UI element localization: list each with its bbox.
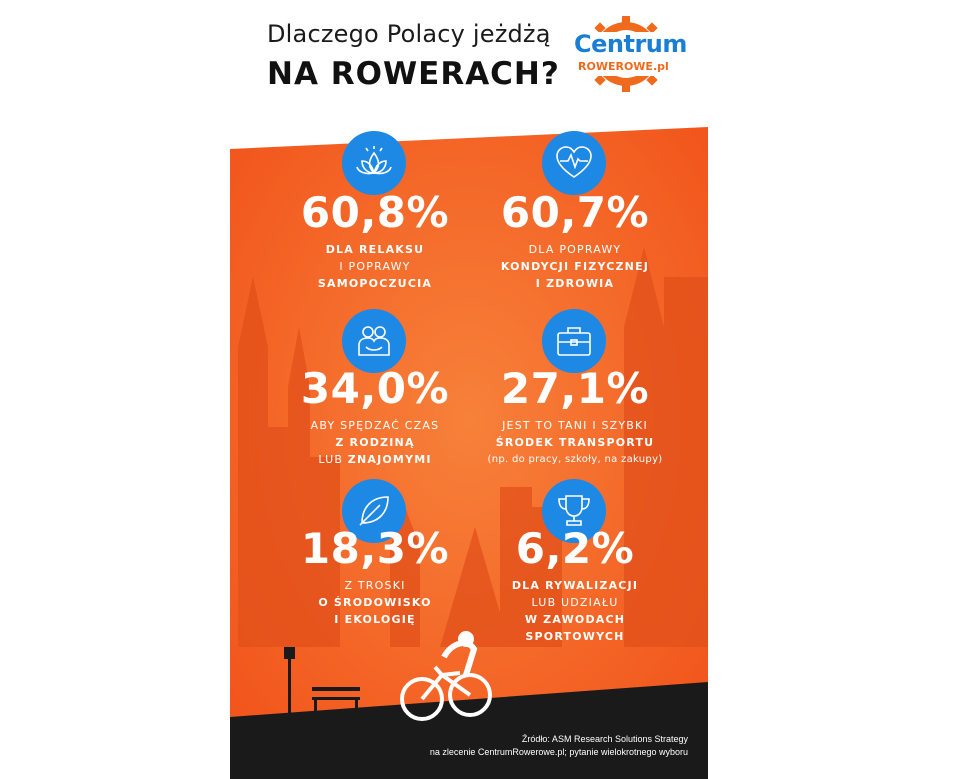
stat-line: I ZDROWIA <box>535 277 615 290</box>
stat-line: I EKOLOGIĘ <box>334 613 416 626</box>
stat-line-emph: ZNAJOMYMI <box>347 453 432 466</box>
stat-value: 27,1% <box>500 364 650 413</box>
source-line: Źródło: ASM Research Solutions Strategy <box>521 734 688 744</box>
stat-family-time <box>260 364 490 468</box>
stat-note: (np. do pracy, szkoły, na zakupy) <box>487 454 663 465</box>
family-icon <box>354 321 394 361</box>
centrum-rowerowe-logo[interactable] <box>566 16 686 92</box>
stat-line: Z RODZINĄ <box>335 436 415 449</box>
stat-line: W ZAWODACH <box>524 613 626 626</box>
stat-transport <box>460 364 690 468</box>
stat-line: O ŚRODOWISKO <box>318 596 432 609</box>
stat-value: 60,7% <box>500 188 650 237</box>
heart-pulse-icon-circle <box>542 131 606 195</box>
stat-line: DLA POPRAWY <box>528 243 622 256</box>
stat-line: SAMOPOCZUCIA <box>317 277 433 290</box>
lotus-icon <box>354 143 394 183</box>
stat-line: I POPRAWY <box>339 260 411 273</box>
stat-value: 34,0% <box>300 364 450 413</box>
stat-line: ŚRODEK TRANSPORTU <box>495 436 655 449</box>
stat-line-plain: LUB <box>318 453 344 466</box>
stat-value: 6,2% <box>515 524 635 573</box>
source-note <box>430 733 688 759</box>
stat-line-mixed <box>260 451 490 468</box>
source-line: na zlecenie CentrumRowerowe.pl; pytanie wielokrotnego wyboru <box>429 747 688 757</box>
stat-line: JEST TO TANI I SZYBKI <box>502 419 648 432</box>
stat-value: 60,8% <box>300 188 450 237</box>
heart-pulse-icon <box>554 143 594 183</box>
stat-line: KONDYCJI FIZYCZNEJ <box>500 260 650 273</box>
stat-line: Z TROSKI <box>344 579 406 592</box>
logo-name-sub: ROWEROWE.pl <box>578 60 669 73</box>
lotus-icon-circle <box>342 131 406 195</box>
stat-fitness <box>460 188 690 292</box>
infographic-panel <box>230 127 708 779</box>
stat-line: SPORTOWYCH <box>525 630 625 643</box>
stat-line: DLA RYWALIZACJI <box>511 579 639 592</box>
logo-name-main: Centrum <box>574 30 687 58</box>
stat-value: 18,3% <box>300 524 450 573</box>
stat-environment <box>260 524 490 628</box>
stat-line: ABY SPĘDZAĆ CZAS <box>310 419 440 432</box>
stat-relaxation <box>260 188 490 292</box>
header-title-line2: NA ROWERACH? <box>267 56 560 92</box>
stat-competition <box>460 524 690 645</box>
stat-line: DLA RELAKSU <box>325 243 425 256</box>
stat-line: LUB UDZIAŁU <box>531 596 619 609</box>
header-title-line1: Dlaczego Polacy jeżdżą <box>267 20 551 48</box>
briefcase-icon <box>554 321 594 361</box>
